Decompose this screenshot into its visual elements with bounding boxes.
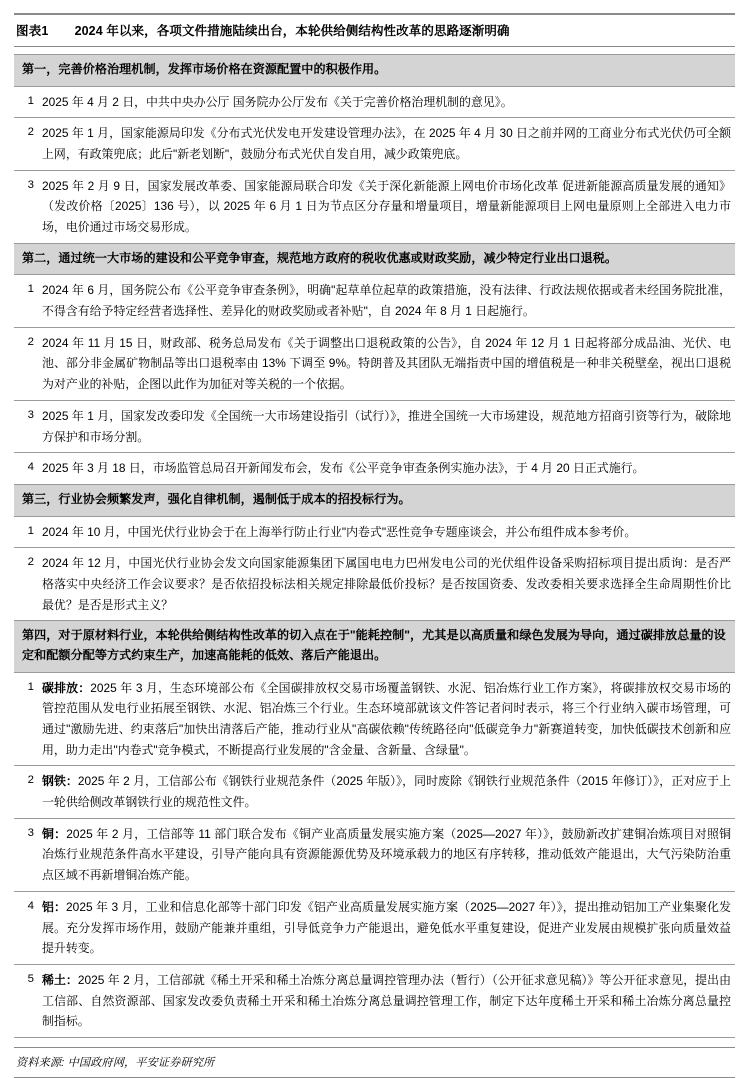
row-body-text: 2025 年 3 月，生态环境部公布《全国碳排放权交易市场覆盖钢铁、水泥、铝冶炼行业工作方案》，将碳排放权交易市场的管控范围从发电行业拓展至钢铁、水泥、铝冶炼三个行业。生态环境部就该文件答记者问时表示，将三个行业纳入碳市场管理，可通过"激励先进、约束落后"加快出清落后产能，推动行业从"高碳依赖"传统路径向"低碳竞争力"新赛道转变，加快低碳技术创新和应用，助力走出"内卷式"竞争模式，不断提高行业发展的"含金量、含新量、含绿量"。 — [42, 680, 731, 757]
row-content: 2025 年 1 月，国家发改委印发《全国统一大市场建设指引（试行）》，推进全国统一大市场建设，规范地方招商引资等行为，破除地方保护和市场分割。 — [40, 400, 735, 452]
table-row — [14, 118, 735, 170]
row-number: 2 — [14, 118, 40, 170]
row-topic-label: 铝： — [42, 899, 67, 914]
row-content — [40, 891, 735, 964]
title-bottom-rule — [14, 46, 735, 47]
row-content: 2025 年 4 月 2 日，中共中央办公厅 国务院办公厅发布《关于完善价格治理机制的意见》。 — [40, 86, 735, 118]
row-topic-label: 钢铁： — [42, 774, 78, 789]
section-header-row — [14, 55, 735, 87]
table-row — [14, 516, 735, 548]
row-number: 2 — [14, 766, 40, 818]
row-content — [40, 964, 735, 1037]
row-number: 3 — [14, 818, 40, 891]
row-content — [40, 672, 735, 766]
row-body-text: 2025 年 2 月，工信部公布《钢铁行业规范条件（2025 年版）》，同时废除《钢铁行业规范条件（2015 年修订）》，正对应于上一轮供给侧改革钢铁行业的规范性文件。 — [42, 774, 731, 810]
table-row — [14, 327, 735, 400]
row-number: 3 — [14, 400, 40, 452]
row-number: 1 — [14, 672, 40, 766]
section-heading: 第二，通过统一大市场的建设和公平竞争审查，规范地方政府的税收优惠或财政奖励，减少特定行业出口退税。 — [14, 243, 735, 275]
table-row — [14, 400, 735, 452]
figure-title-block — [14, 0, 735, 47]
source-text: 资料来源: 中国政府网，平安证券研究所 — [16, 1057, 215, 1070]
row-content — [40, 818, 735, 891]
row-content: 2024 年 10 月，中国光伏行业协会于在上海举行防止行业"内卷式"恶性竞争专题座谈会，并公布组件成本参考价。 — [40, 516, 735, 548]
row-content: 2024 年 11 月 15 日，财政部、税务总局发布《关于调整出口退税政策的公告》，自 2024 年 12 月 1 日起将部分成品油、光伏、电池、部分非金属矿物制品等出口退税率由 13% 下调至 9%。特朗普及其团队无端指责中国的增值税是一种非关税壁垒，视出口退税为对产业的补贴，企图以此作为加征对等关税的一个依据。 — [40, 327, 735, 400]
table-row — [14, 891, 735, 964]
row-number: 4 — [14, 891, 40, 964]
measures-table — [14, 54, 735, 1038]
section-header-row — [14, 485, 735, 517]
table-row — [14, 766, 735, 818]
table-row — [14, 170, 735, 243]
section-header-row — [14, 243, 735, 275]
table-row — [14, 86, 735, 118]
row-content: 2025 年 1 月，国家能源局印发《分布式光伏发电开发建设管理办法》，在 2025 年 4 月 30 日之前并网的工商业分布式光伏仍可全额上网，有政策兜底；此后"新老划断"，鼓励分布式光伏自发自用，减少政策兜底。 — [40, 118, 735, 170]
table-row — [14, 964, 735, 1037]
source-block — [14, 1047, 735, 1078]
row-number: 3 — [14, 170, 40, 243]
row-topic-label: 稀土： — [42, 972, 78, 987]
row-number: 1 — [14, 275, 40, 327]
row-number: 1 — [14, 86, 40, 118]
section-header-row — [14, 621, 735, 672]
page-title: 2024 年以来，各项文件措施陆续出台，本轮供给侧结构性改革的思路逐渐明确 — [74, 24, 510, 38]
row-topic-label: 铜： — [42, 826, 67, 841]
row-number: 2 — [14, 548, 40, 621]
section-heading: 第一，完善价格治理机制，发挥市场价格在资源配置中的积极作用。 — [14, 55, 735, 87]
row-content: 2025 年 3 月 18 日，市场监管总局召开新闻发布会，发布《公平竞争审查条例实施办法》，于 4 月 20 日正式施行。 — [40, 453, 735, 485]
row-number: 4 — [14, 453, 40, 485]
table-row — [14, 548, 735, 621]
row-content — [40, 766, 735, 818]
title-row — [14, 15, 735, 46]
measures-table-body — [14, 55, 735, 1038]
table-row — [14, 275, 735, 327]
figure-label: 图表1 — [16, 24, 49, 38]
row-body-text: 2025 年 2 月，工信部等 11 部门联合发布《铜产业高质量发展实施方案（2025—2027 年）》，鼓励新改扩建铜冶炼项目对照铜冶炼行业规范条件高水平建设，引导产能向具有资源能源优势及环境承载力的地区有序转移，推动低效产能退出，大气污染防治重点区域不再新增铜冶炼产能。 — [42, 826, 731, 883]
row-number: 2 — [14, 327, 40, 400]
section-heading: 第四，对于原材料行业，本轮供给侧结构性改革的切入点在于"能耗控制"，尤其是以高质量和绿色发展为导向，通过碳排放总量的设定和配额分配等方式约束生产，加速高能耗的低效、落后产能退出。 — [14, 621, 735, 672]
row-body-text: 2025 年 3 月，工业和信息化部等十部门印发《铝产业高质量发展实施方案（2025—2027 年）》，提出推动铝加工产业集聚化发展。充分发挥市场作用，鼓励产能兼并重组，引导低竞争力产能退出，避免低水平重复建设，促进产业发展由规模扩张向质量效益提升转变。 — [42, 899, 731, 956]
section-heading: 第三，行业协会频繁发声，强化自律机制，遏制低于成本的招投标行为。 — [14, 485, 735, 517]
row-content: 2025 年 2 月 9 日，国家发展改革委、国家能源局联合印发《关于深化新能源上网电价市场化改革 促进新能源高质量发展的通知》（发改价格〔2025〕136 号），以 2025 年 6 月 1 日为节点区分存量和增量项目，增量新能源项目上网电量原则上全部进入电力市场，电价通过市场交易形成。 — [40, 170, 735, 243]
table-row — [14, 672, 735, 766]
row-body-text: 2025 年 2 月，工信部就《稀土开采和稀土冶炼分离总量调控管理办法（暂行）（公开征求意见稿）》等公开征求意见，提出由工信部、自然资源部、国家发改委负责稀土开采和稀土冶炼分离总量调控管理工作，制定下达年度稀土开采和稀土冶炼分离总量控制指标。 — [42, 972, 731, 1029]
row-number: 1 — [14, 516, 40, 548]
table-row — [14, 818, 735, 891]
table-row — [14, 453, 735, 485]
row-number: 5 — [14, 964, 40, 1037]
row-content: 2024 年 12 月，中国光伏行业协会发文向国家能源集团下属国电电力巴州发电公司的光伏组件设备采购招标项目提出质询：是否严格落实中央经济工作会议要求？是否依招投标法相关规定排除最低价投标？是否按国资委、发改委相关要求选择全生命周期性价比最优？是否是形式主义？ — [40, 548, 735, 621]
row-topic-label: 碳排放： — [42, 680, 91, 695]
row-content: 2024 年 6 月，国务院公布《公平竞争审查条例》，明确"起草单位起草的政策措施，没有法律、行政法规依据或者未经国务院批准，不得含有给予特定经营者选择性、差异化的财政奖励或者补贴"，自 2024 年 8 月 1 日起施行。 — [40, 275, 735, 327]
